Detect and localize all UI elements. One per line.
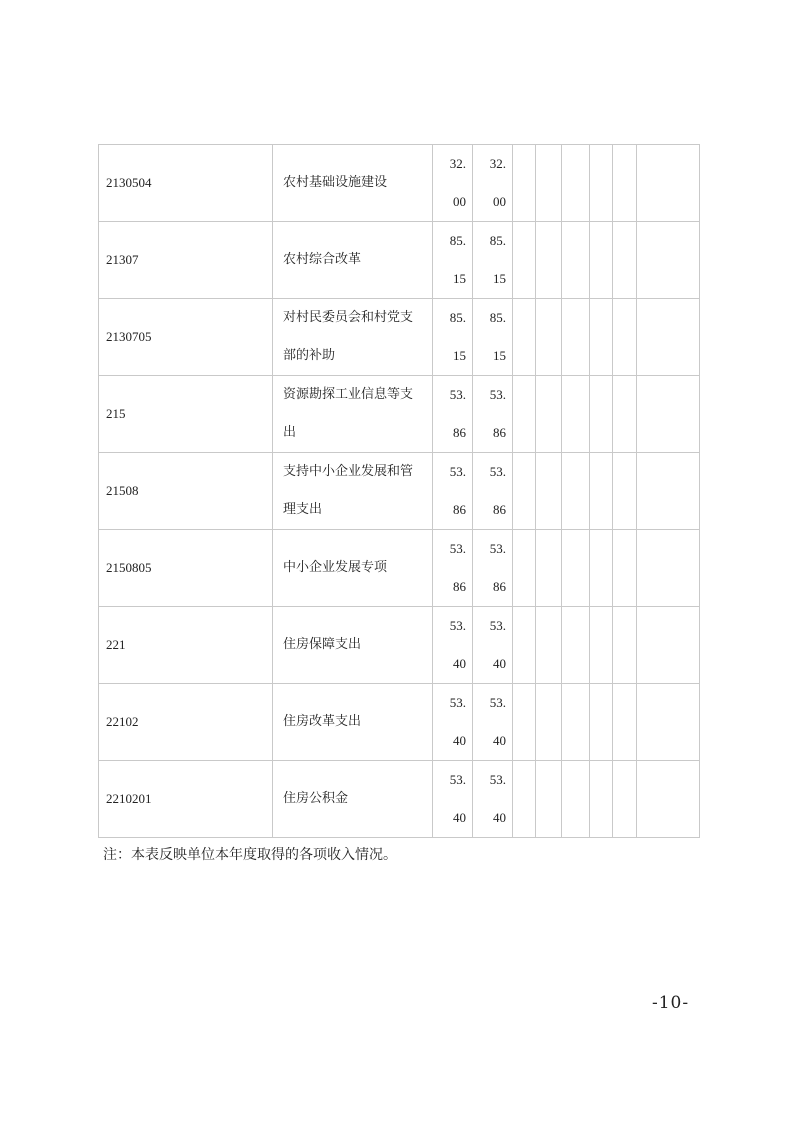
amount-line: 32. <box>489 156 506 171</box>
empty-cell <box>590 607 613 684</box>
table-row <box>99 222 700 299</box>
empty-cell <box>513 299 536 376</box>
empty-cell <box>536 453 562 530</box>
amount-line: 00 <box>453 194 466 209</box>
total-amount <box>433 453 473 530</box>
table-row <box>99 761 700 838</box>
empty-cell <box>637 761 700 838</box>
amount-line: 86 <box>493 502 506 517</box>
subject-name: 中小企业发展专项 <box>273 530 433 607</box>
empty-cell <box>637 222 700 299</box>
table-row <box>99 376 700 453</box>
table-row <box>99 607 700 684</box>
fiscal-amount <box>473 453 513 530</box>
amount-line: 32. <box>449 156 466 171</box>
amount-line: 53. <box>489 464 506 479</box>
amount-line: 15 <box>453 271 466 286</box>
subject-name: 住房保障支出 <box>273 607 433 684</box>
amount-line: 53. <box>489 541 506 556</box>
amount-line: 40 <box>493 656 506 671</box>
total-amount <box>433 761 473 838</box>
subject-code: 2130705 <box>99 299 273 376</box>
amount-line: 53. <box>449 772 466 787</box>
empty-cell <box>590 299 613 376</box>
amount-line: 86 <box>453 425 466 440</box>
empty-cell <box>562 761 590 838</box>
empty-cell <box>590 145 613 222</box>
fiscal-amount <box>473 222 513 299</box>
amount-line: 15 <box>453 348 466 363</box>
amount-line: 15 <box>493 348 506 363</box>
fiscal-amount <box>473 530 513 607</box>
empty-cell <box>513 684 536 761</box>
subject-name: 对村民委员会和村党支部的补助 <box>273 299 433 376</box>
empty-cell <box>536 607 562 684</box>
amount-line: 53. <box>449 464 466 479</box>
fiscal-amount <box>473 299 513 376</box>
amount-line: 86 <box>493 579 506 594</box>
amount-line: 53. <box>489 695 506 710</box>
subject-name: 农村基础设施建设 <box>273 145 433 222</box>
empty-cell <box>613 145 637 222</box>
empty-cell <box>536 222 562 299</box>
fiscal-amount <box>473 376 513 453</box>
subject-name: 资源勘探工业信息等支出 <box>273 376 433 453</box>
empty-cell <box>562 684 590 761</box>
subject-code: 21508 <box>99 453 273 530</box>
amount-line: 40 <box>453 733 466 748</box>
empty-cell <box>562 453 590 530</box>
total-amount <box>433 376 473 453</box>
fiscal-amount <box>473 761 513 838</box>
amount-line: 40 <box>453 810 466 825</box>
empty-cell <box>613 607 637 684</box>
empty-cell <box>613 530 637 607</box>
amount-line: 53. <box>489 387 506 402</box>
amount-line: 53. <box>489 772 506 787</box>
empty-cell <box>590 761 613 838</box>
empty-cell <box>637 453 700 530</box>
subject-code: 215 <box>99 376 273 453</box>
amount-line: 53. <box>449 618 466 633</box>
amount-line: 86 <box>493 425 506 440</box>
subject-code: 21307 <box>99 222 273 299</box>
table-note: 注：本表反映单位本年度取得的各项收入情况。 <box>103 847 397 863</box>
empty-cell <box>613 684 637 761</box>
amount-line: 40 <box>493 733 506 748</box>
table-row <box>99 530 700 607</box>
amount-line: 86 <box>453 502 466 517</box>
empty-cell <box>590 222 613 299</box>
empty-cell <box>513 376 536 453</box>
table-row <box>99 453 700 530</box>
empty-cell <box>536 299 562 376</box>
subject-name: 住房改革支出 <box>273 684 433 761</box>
amount-line: 53. <box>449 695 466 710</box>
empty-cell <box>590 376 613 453</box>
total-amount <box>433 684 473 761</box>
empty-cell <box>513 453 536 530</box>
amount-line: 53. <box>449 541 466 556</box>
table-body <box>99 145 700 838</box>
empty-cell <box>637 607 700 684</box>
empty-cell <box>590 453 613 530</box>
amount-line: 85. <box>489 310 506 325</box>
empty-cell <box>613 222 637 299</box>
empty-cell <box>536 376 562 453</box>
empty-cell <box>637 684 700 761</box>
amount-line: 40 <box>493 810 506 825</box>
total-amount <box>433 607 473 684</box>
empty-cell <box>613 761 637 838</box>
subject-name: 住房公积金 <box>273 761 433 838</box>
empty-cell <box>562 376 590 453</box>
empty-cell <box>536 145 562 222</box>
empty-cell <box>562 607 590 684</box>
table-row <box>99 299 700 376</box>
empty-cell <box>536 761 562 838</box>
subject-code: 2130504 <box>99 145 273 222</box>
empty-cell <box>513 222 536 299</box>
table-row <box>99 145 700 222</box>
empty-cell <box>590 530 613 607</box>
subject-code: 2150805 <box>99 530 273 607</box>
amount-line: 53. <box>449 387 466 402</box>
empty-cell <box>562 222 590 299</box>
empty-cell <box>513 761 536 838</box>
empty-cell <box>536 684 562 761</box>
empty-cell <box>613 376 637 453</box>
total-amount <box>433 145 473 222</box>
empty-cell <box>637 145 700 222</box>
fiscal-amount <box>473 684 513 761</box>
empty-cell <box>562 145 590 222</box>
empty-cell <box>613 453 637 530</box>
empty-cell <box>536 530 562 607</box>
table-row <box>99 684 700 761</box>
amount-line: 85. <box>489 233 506 248</box>
empty-cell <box>513 607 536 684</box>
empty-cell <box>513 145 536 222</box>
empty-cell <box>637 530 700 607</box>
subject-name: 农村综合改革 <box>273 222 433 299</box>
amount-line: 00 <box>493 194 506 209</box>
total-amount <box>433 222 473 299</box>
total-amount <box>433 530 473 607</box>
empty-cell <box>637 376 700 453</box>
subject-code: 2210201 <box>99 761 273 838</box>
empty-cell <box>637 299 700 376</box>
amount-line: 85. <box>449 310 466 325</box>
subject-name: 支持中小企业发展和管理支出 <box>273 453 433 530</box>
amount-line: 53. <box>489 618 506 633</box>
subject-code: 22102 <box>99 684 273 761</box>
total-amount <box>433 299 473 376</box>
amount-line: 40 <box>453 656 466 671</box>
empty-cell <box>562 530 590 607</box>
empty-cell <box>590 684 613 761</box>
amount-line: 85. <box>449 233 466 248</box>
empty-cell <box>513 530 536 607</box>
subject-code: 221 <box>99 607 273 684</box>
empty-cell <box>562 299 590 376</box>
fiscal-amount <box>473 145 513 222</box>
amount-line: 86 <box>453 579 466 594</box>
empty-cell <box>613 299 637 376</box>
income-table <box>98 144 700 838</box>
amount-line: 15 <box>493 271 506 286</box>
fiscal-amount <box>473 607 513 684</box>
page-number: -10- <box>652 993 690 1013</box>
